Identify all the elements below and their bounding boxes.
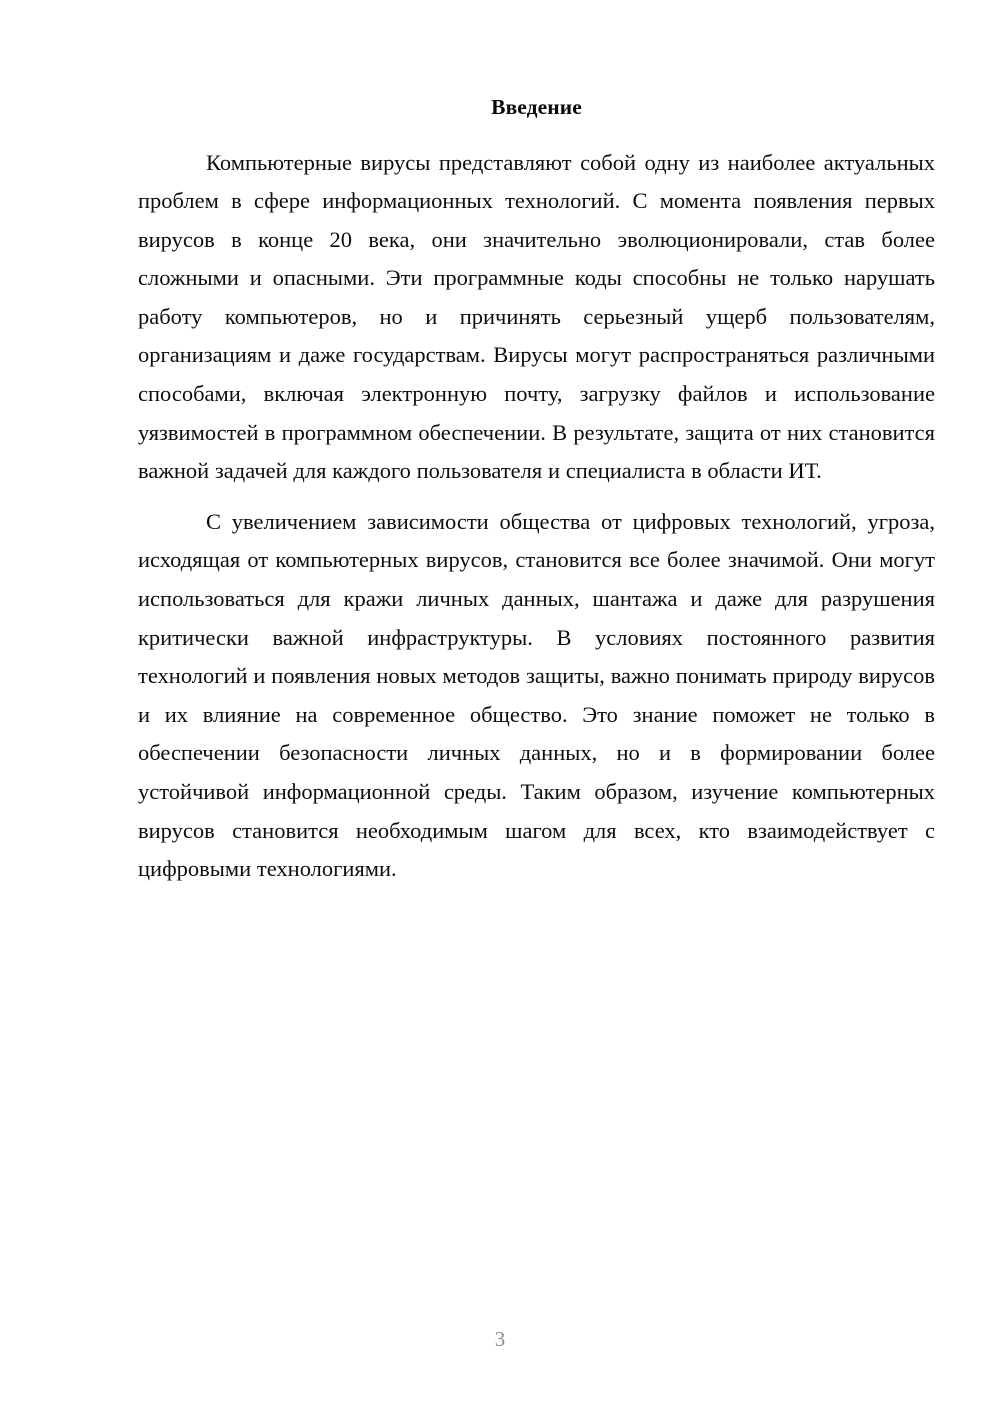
page-content: [138, 88, 935, 889]
paragraph-2: С увеличением зависимости общества от цифровых технологий, угроза, исходящая от компьютерных вирусов, становится все более значимой. Они могут использоваться для кражи личных данных, шантажа и даже для разрушения критически важной инфраструктуры. В условиях постоянного развития технологий и появления новых методов защиты, важно понимать природу вирусов и их влияние на современное общество. Это знание поможет не только в обеспечении безопасности личных данных, но и в формировании более устойчивой информационной среды. Таким образом, изучение компьютерных вирусов становится необходимым шагом для всех, кто взаимодействует с цифровыми технологиями.: [138, 508, 935, 882]
page-number: 3: [494, 1327, 506, 1351]
page-title: Введение: [491, 95, 582, 119]
body-text-block: [138, 144, 935, 889]
paragraph-1: Компьютерные вирусы представляют собой одну из наиболее актуальных проблем в сфере информационных технологий. С момента появления первых вирусов в конце 20 века, они значительно эволюционировали, став более сложными и опасными. Эти программные коды способны не только нарушать работу компьютеров, но и причинять серьезный ущерб пользователям, организациям и даже государствам. Вирусы могут распространяться различными способами, включая электронную почту, загрузку файлов и использование уязвимостей в программном обеспечении. В результате, защита от них становится важной задачей для каждого пользователя и специалиста в области ИТ.: [138, 149, 935, 484]
